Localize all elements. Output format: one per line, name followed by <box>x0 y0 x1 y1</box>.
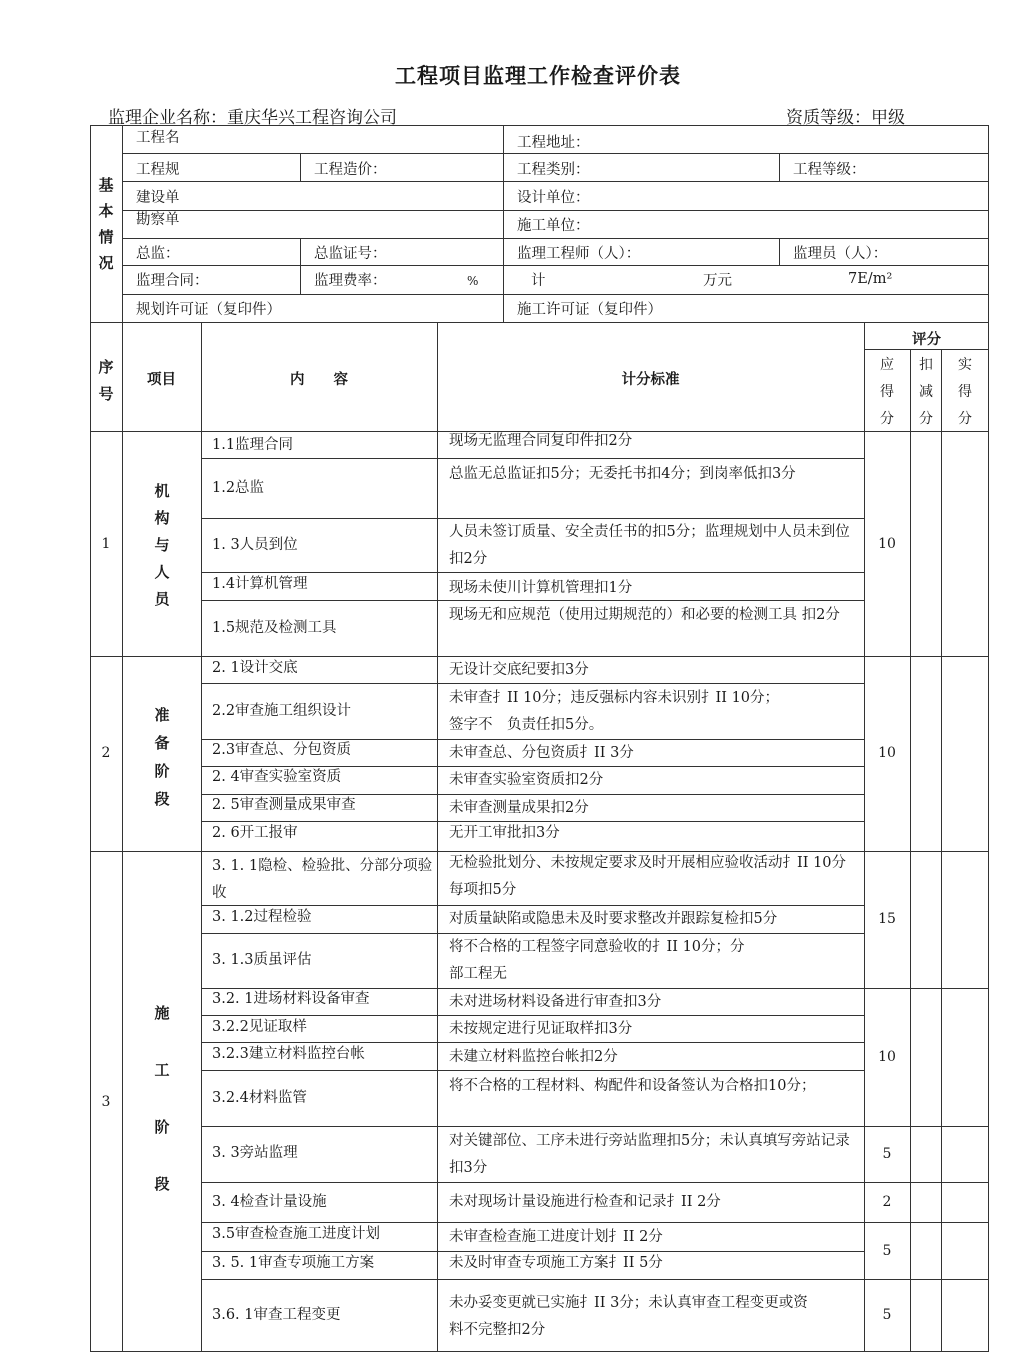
header-due-score: 应得分 <box>880 357 894 427</box>
row-3-3-standard: 将不合格的工程签字同意验收的扌II 10分；分部工程无 <box>449 939 745 982</box>
header-seq: 序号 <box>98 358 114 403</box>
chief-cert-label: 总监证号： <box>314 246 387 262</box>
construction-permit-label: 施工许可证（复印件） <box>517 302 662 318</box>
row-2-5-standard: 未审查测量成果扣2分 <box>449 800 589 816</box>
row-1-5-standard: 现场无和应规范（使用过期规范的）和必要的检测工具 扣2分 <box>449 607 840 623</box>
planning-permit-label: 规划许可证（复印件） <box>136 302 281 318</box>
row-3-9-standard: 未对现场计量设施进行检查和记录扌II 2分 <box>449 1194 721 1210</box>
project-level-label: 工程等级： <box>793 162 866 178</box>
row-3-5-content: 3.2.2见证取样 <box>212 1019 307 1035</box>
design-unit-label: 设计单位： <box>517 190 590 206</box>
row-2-4-content: 2. 4审查实验室资质 <box>212 769 342 785</box>
row-2-1-standard: 无设计交底纪要扣3分 <box>449 662 589 678</box>
contract-label: 监理合同： <box>136 273 209 289</box>
row-3-4-content: 3.2. 1进场材料设备审查 <box>212 991 370 1007</box>
qualification-grade: 资质等级：甲级 <box>786 108 905 128</box>
row-2-5-content: 2. 5审查测量成果审查 <box>212 797 356 813</box>
section-2-score: 10 <box>878 745 896 761</box>
section-2-seq: 2 <box>101 745 111 761</box>
row-3-10-content: 3.5审查检查施工进度计划 <box>212 1226 381 1242</box>
header-item: 项目 <box>147 372 176 388</box>
section-3-name: 施工阶段 <box>154 1004 170 1193</box>
section-3-score-2: 10 <box>878 1049 896 1065</box>
section-3-score-5: 5 <box>882 1243 892 1259</box>
row-1-3-standard: 人员未签订质量、安全责任书的扣5分；监理规划中人员未到位扣2分 <box>449 524 850 567</box>
engineers-label: 监理工程师（人）： <box>517 246 641 262</box>
row-2-1-content: 2. 1设计交底 <box>212 660 298 676</box>
row-3-2-content: 3. 1.2过程检验 <box>212 909 312 925</box>
percent-sign: % <box>467 274 479 288</box>
header-actual-score: 实得分 <box>958 357 972 427</box>
row-3-1-standard: 无检验批划分、未按规定要求及时开展相应验收活动扌II 10分每项扣5分 <box>449 855 847 898</box>
section-3-score-6: 5 <box>882 1307 892 1323</box>
row-1-4-standard: 现场未使川计算机管理扣1分 <box>449 580 633 596</box>
fee-rate-label: 监理费率： <box>314 273 387 289</box>
project-name-label: 工程名 <box>136 130 180 146</box>
section-1-seq: 1 <box>101 536 111 552</box>
row-2-2-standard: 未审查扌II 10分；违反强标内容未识别扌II 10分；签字不 负责任扣5分。 <box>449 690 780 733</box>
wanyuan-label: 万元 <box>703 273 732 289</box>
section-1-name: 机构与人员 <box>154 482 170 608</box>
chief-supervisor-label: 总监： <box>136 246 180 262</box>
row-1-3-content: 1. 3人员到位 <box>212 537 298 553</box>
project-scale-label: 工程规 <box>136 162 180 178</box>
row-1-2-content: 1.2总监 <box>212 480 265 496</box>
header-deduct-score: 扣减分 <box>919 357 933 427</box>
row-3-10-standard: 未审查检查施工进度计划扌II 2分 <box>449 1229 663 1245</box>
row-3-3-content: 3. 1.3质虽评估 <box>212 952 312 968</box>
page-title: 工程项目监理工作检查评价表 <box>395 64 681 88</box>
row-1-4-content: 1.4计算机管理 <box>212 576 308 592</box>
row-3-11-standard: 未及时审查专项施工方案扌II 5分 <box>449 1255 663 1271</box>
supervisors-label: 监理员（人）： <box>793 246 888 262</box>
row-3-8-content: 3. 3旁站监理 <box>212 1145 298 1161</box>
unit-price-label: 7E/m² <box>848 271 893 287</box>
section-3-score-1: 15 <box>878 911 896 927</box>
header-standard: 计分标准 <box>621 372 680 388</box>
row-3-11-content: 3. 5. 1审查专项施工方案 <box>212 1255 375 1271</box>
row-3-6-standard: 未建立材料监控台帐扣2分 <box>449 1049 618 1065</box>
row-3-12-standard: 未办妥变更就已实施扌II 3分；未认真审查工程变更或资 料不完整扣2分 <box>449 1295 823 1338</box>
header-content: 内 容 <box>290 372 348 388</box>
row-2-6-standard: 无开工审批扣3分 <box>449 825 560 841</box>
section-3-score-3: 5 <box>882 1146 892 1162</box>
row-1-1-content: 1.1监理合同 <box>212 437 294 453</box>
basic-info-label: 基本情况 <box>98 176 114 272</box>
row-3-2-standard: 对质量缺陷或隐患未及时要求整改并跟踪复检扣5分 <box>449 911 778 927</box>
row-2-2-content: 2.2审查施工组织设计 <box>212 703 352 719</box>
row-3-1-content: 3. 1. 1隐检、检验批、分部分项验收 <box>212 858 433 901</box>
section-3-score-4: 2 <box>882 1194 892 1210</box>
row-2-3-standard: 未审查总、分包资质扌II 3分 <box>449 745 634 761</box>
row-3-5-standard: 未按规定进行见证取样扣3分 <box>449 1021 633 1037</box>
survey-unit-label: 勘察单 <box>136 212 180 228</box>
section-2-name: 准备阶段 <box>154 706 170 808</box>
row-3-9-content: 3. 4检查计量设施 <box>212 1194 327 1210</box>
header-score: 评分 <box>912 332 941 348</box>
project-category-label: 工程类别： <box>517 162 590 178</box>
row-3-8-standard: 对关键部位、工序未进行旁站监理扣5分；未认真填写旁站记录扣3分 <box>449 1133 850 1176</box>
row-1-2-standard: 总监无总监证扣5分；无委托书扣4分；到岗率低扣3分 <box>449 466 796 482</box>
row-3-6-content: 3.2.3建立材料监控台帐 <box>212 1046 365 1062</box>
company-name: 监理企业名称：重庆华兴工程咨询公司 <box>108 108 397 128</box>
row-2-6-content: 2. 6开工报审 <box>212 825 298 841</box>
project-cost-label: 工程造价： <box>314 162 387 178</box>
row-2-4-standard: 未审查实验室资质扣2分 <box>449 772 604 788</box>
row-3-4-standard: 未对进场材料设备进行审查扣3分 <box>449 994 662 1010</box>
row-2-3-content: 2.3审查总、分包资质 <box>212 742 352 758</box>
ji-label: 计 <box>531 273 546 289</box>
row-1-5-content: 1.5规范及检测工具 <box>212 620 337 636</box>
row-1-1-standard: 现场无监理合同复印件扣2分 <box>449 433 633 449</box>
project-address-label: 工程地址： <box>517 135 590 151</box>
construction-unit-label: 施工单位： <box>517 218 590 234</box>
row-3-7-standard: 将不合格的工程材料、构配件和设备签认为合格扣10分； <box>449 1078 816 1094</box>
section-3-seq: 3 <box>101 1094 111 1110</box>
builder-label: 建设单 <box>136 190 180 206</box>
row-3-7-content: 3.2.4材料监管 <box>212 1090 307 1106</box>
section-1-score: 10 <box>878 536 896 552</box>
row-3-12-content: 3.6. 1审查工程变更 <box>212 1307 341 1323</box>
